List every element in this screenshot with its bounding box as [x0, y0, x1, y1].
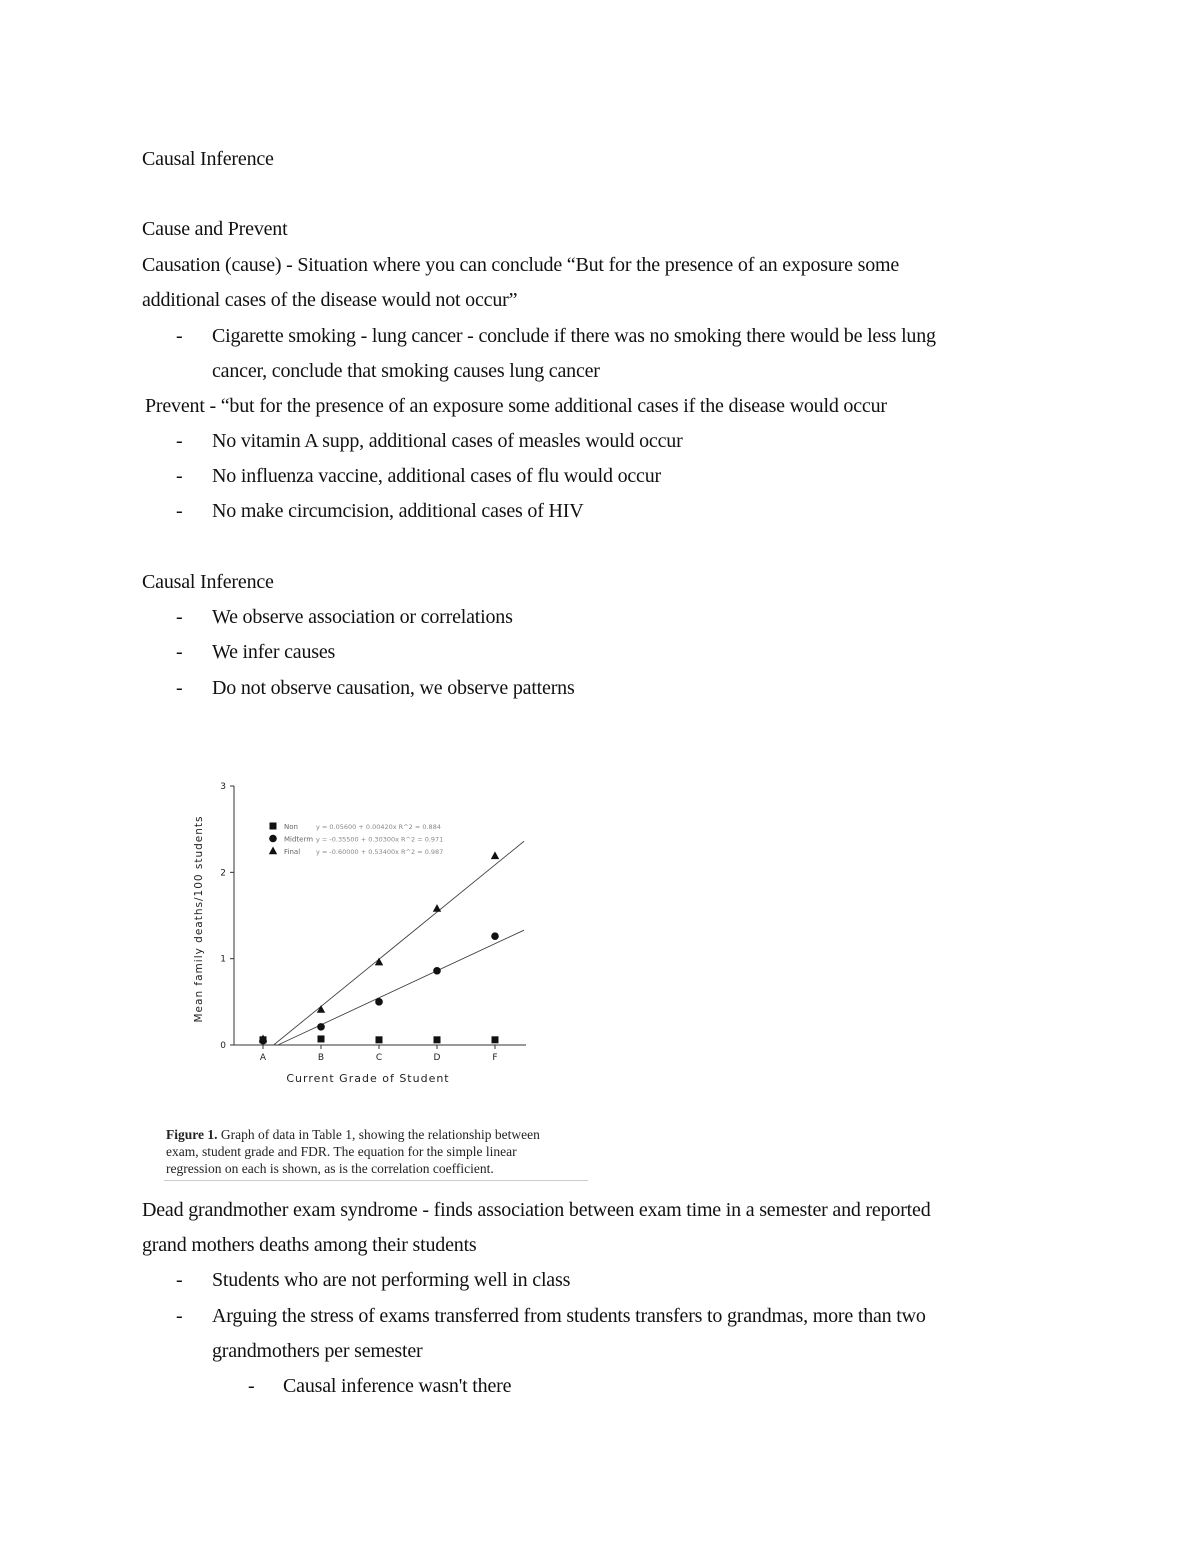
bullet-smoking-line2: cancer, conclude that smoking causes lung cancer	[212, 360, 600, 382]
grandmother-sub-bullet: Causal inference wasn't there	[283, 1375, 512, 1397]
fit-line	[278, 930, 524, 1045]
x-tick-label: C	[375, 1053, 383, 1063]
legend-marker	[269, 847, 277, 855]
prevent-definition: Prevent - “but for the presence of an exposure some additional cases if the disease would occur	[145, 395, 887, 417]
data-point	[317, 1023, 325, 1031]
sub-bullet-dash: -	[248, 1375, 255, 1397]
bullet-dash: -	[176, 1305, 183, 1327]
chart-legend	[269, 823, 444, 857]
data-point	[491, 932, 499, 940]
caption-text: exam, student grade and FDR. The equation for the simple linear	[166, 1144, 517, 1159]
causation-definition-line2: additional cases of the disease would not occur”	[142, 289, 518, 311]
legend-equation: y = 0.05600 + 0.00420x R^2 = 0.884	[316, 823, 441, 831]
legend-label: Non	[284, 823, 298, 831]
figure-caption	[166, 1126, 596, 1177]
legend-label: Final	[284, 848, 301, 856]
bullet-dash: -	[176, 606, 183, 628]
bullet-dash: -	[176, 677, 183, 699]
caption-label: Figure 1.	[166, 1127, 218, 1142]
data-point	[376, 1036, 383, 1043]
prevent-bullet: No make circumcision, additional cases of HIV	[212, 500, 584, 522]
y-axis-label: Mean family deaths/100 students	[193, 815, 205, 1023]
grandmother-bullet: Students who are not performing well in class	[212, 1269, 571, 1291]
grandmother-bullet-line2: grandmothers per semester	[212, 1340, 423, 1362]
x-tick-label: F	[492, 1053, 498, 1063]
data-point	[318, 1035, 325, 1042]
grandmother-syndrome-line2: grand mothers deaths among their students	[142, 1234, 477, 1256]
legend-equation: y = -0.35500 + 0.30300x R^2 = 0.971	[316, 835, 444, 844]
bullet-dash: -	[176, 465, 183, 487]
caption-text: regression on each is shown, as is the correlation coefficient.	[166, 1161, 494, 1176]
chart-marks	[259, 851, 499, 1044]
bullet-dash: -	[176, 1269, 183, 1291]
causal-bullet: Do not observe causation, we observe patterns	[212, 677, 575, 699]
prevent-bullet: No influenza vaccine, additional cases of flu would occur	[212, 465, 661, 487]
chart-fit-lines	[274, 841, 524, 1045]
prevent-bullet: No vitamin A supp, additional cases of measles would occur	[212, 430, 683, 452]
legend-marker	[270, 823, 277, 830]
caption-divider	[164, 1180, 588, 1181]
grandmother-syndrome-line1: Dead grandmother exam syndrome - finds association between exam time in a semester and reported	[142, 1199, 931, 1221]
bullet-smoking-line1: Cigarette smoking - lung cancer - conclude if there was no smoking there would be less lung	[212, 325, 936, 347]
data-point	[433, 904, 441, 912]
caption-text: Graph of data in Table 1, showing the relationship between	[217, 1127, 540, 1142]
bullet-dash: -	[176, 641, 183, 663]
data-point	[492, 1036, 499, 1043]
y-tick-label: 1	[220, 954, 226, 965]
x-tick-label: D	[433, 1053, 441, 1063]
data-point	[433, 967, 441, 975]
data-point	[434, 1036, 441, 1043]
y-tick-label: 2	[220, 868, 226, 879]
legend-marker	[269, 835, 277, 843]
causal-bullet: We infer causes	[212, 641, 336, 663]
grandmother-bullet-line1: Arguing the stress of exams transferred from students transfers to grandmas, more than two	[212, 1305, 926, 1327]
data-point	[375, 998, 383, 1006]
bullet-dash: -	[176, 500, 183, 522]
x-axis-label: Current Grade of Student	[286, 1072, 450, 1085]
document-title: Causal Inference	[142, 148, 274, 170]
section-heading-cause-prevent: Cause and Prevent	[142, 218, 288, 240]
x-tick-label: A	[259, 1053, 267, 1063]
bullet-dash: -	[176, 325, 183, 347]
x-tick-label: B	[317, 1053, 325, 1063]
y-tick-label: 0	[220, 1041, 226, 1051]
section-heading-causal-inference: Causal Inference	[142, 571, 274, 593]
bullet-dash: -	[176, 430, 183, 452]
fit-line	[274, 841, 524, 1045]
data-point	[491, 851, 499, 859]
causal-bullet: We observe association or correlations	[212, 606, 513, 628]
legend-equation: y = -0.60000 + 0.53400x R^2 = 0.987	[316, 848, 444, 856]
legend-label: Midterm	[284, 835, 314, 844]
y-tick-label: 3	[220, 782, 226, 792]
causation-definition-line1: Causation (cause) - Situation where you can conclude “But for the presence of an exposure some	[142, 254, 900, 276]
